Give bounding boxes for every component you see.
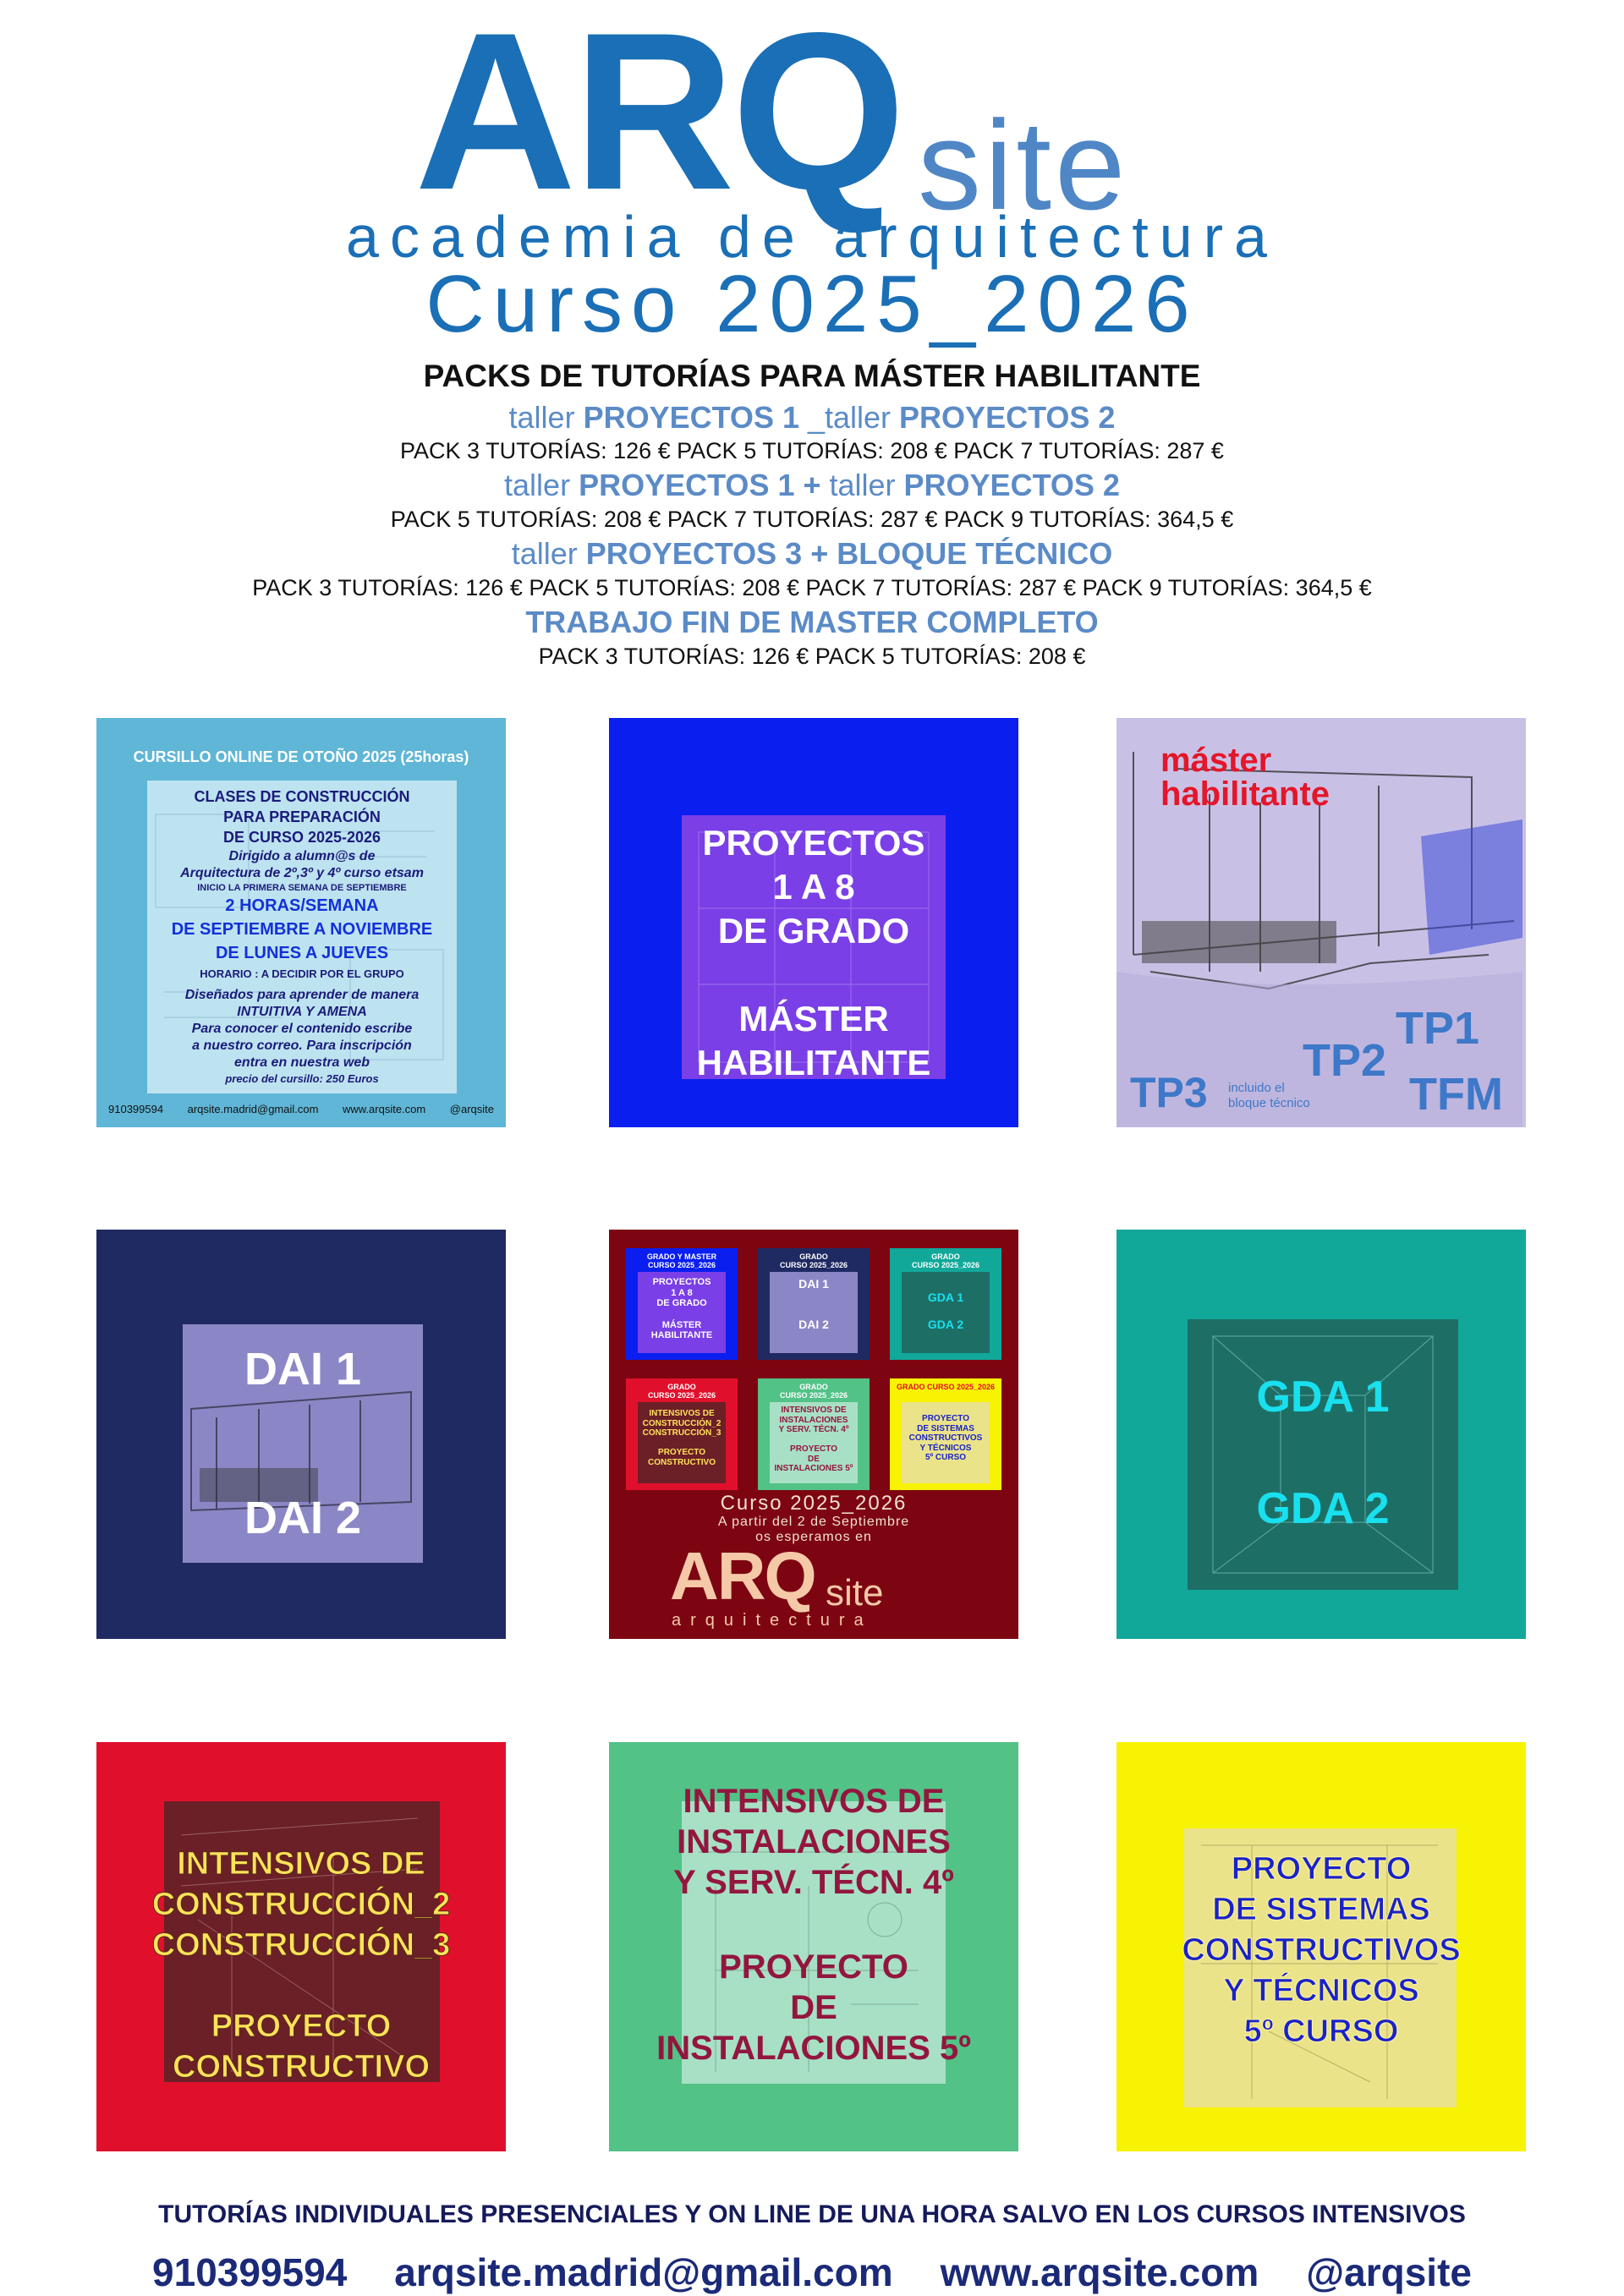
mini-sistemas <box>890 1378 1001 1490</box>
autumn-line-14: a nuestro correo. Para inscripción <box>192 1038 412 1053</box>
proyectos-line-3: DE GRADO <box>717 911 910 951</box>
autumn-line-13: Para conocer el contenido escribe <box>191 1022 413 1036</box>
construccion-line-6: CONSTRUCTIVO <box>173 2049 430 2085</box>
mini-gda <box>890 1248 1001 1360</box>
autumn-line-8: DE SEPTIEMBRE A NOVIEMBRE <box>171 920 433 939</box>
pack-prices-2: PACK 5 TUTORÍAS: 208 € PACK 7 TUTORÍAS: 287 € PACK 9 TUTORÍAS: 364,5 € <box>390 507 1234 532</box>
autumn-phone: 910399594 <box>108 1103 164 1115</box>
dai-line-2: DAI 2 <box>244 1493 362 1543</box>
master-tp1: TP1 <box>1396 1003 1480 1054</box>
footer-email[interactable]: arqsite.madrid@gmail.com <box>394 2250 893 2294</box>
course-title: Curso 2025_2026 <box>425 259 1199 349</box>
autumn-line-9: DE LUNES A JUEVES <box>215 944 389 962</box>
autumn-web: www.arqsite.com <box>342 1103 426 1115</box>
tile-construccion[interactable] <box>96 1742 506 2151</box>
mini-sistemas-body-box <box>902 1402 990 1483</box>
mini-gda-body: GDA 1 GDA 2 <box>927 1290 964 1332</box>
mini-construccion <box>626 1378 738 1490</box>
pack-title-1: taller PROYECTOS 1 _taller PROYECTOS 2 <box>508 400 1116 435</box>
proyectos-line-6: HABILITANTE <box>696 1043 931 1082</box>
dai-line-1: DAI 1 <box>244 1344 362 1395</box>
master-tp3-note-2: bloque técnico <box>1228 1096 1310 1110</box>
instalaciones-line-7: INSTALACIONES 5º <box>656 2030 971 2067</box>
autumn-line-5: Arquitectura de 2º,3º y 4º curso etsam <box>180 866 424 880</box>
footer-social[interactable]: @arqsite <box>1306 2250 1472 2294</box>
autumn-email: arqsite.madrid@gmail.com <box>187 1103 319 1115</box>
mini-dai <box>758 1248 870 1360</box>
tile-sistemas[interactable] <box>1116 1742 1526 2151</box>
mini-proyectos-body: PROYECTOS 1 A 8 DE GRADO MÁSTER HABILITANTE <box>650 1277 713 1341</box>
gda-line-1: GDA 1 <box>1256 1373 1390 1422</box>
sistemas-line-4: Y TÉCNICOS <box>1223 1973 1419 2008</box>
mini-gda-body-box <box>902 1272 990 1353</box>
overview-logo-tag: arquitectura <box>672 1611 873 1630</box>
sistemas-line-3: CONSTRUCTIVOS <box>1182 1932 1461 1968</box>
sistemas-line-1: PROYECTO <box>1231 1851 1412 1887</box>
overview-wait: os esperamos en <box>755 1530 872 1544</box>
autumn-line-10: HORARIO : A DECIDIR POR EL GRUPO <box>200 967 404 980</box>
mini-proyectos-body-box <box>638 1272 726 1353</box>
sistemas-line-5: 5º CURSO <box>1243 2014 1399 2049</box>
master-title-2: habilitante <box>1160 775 1330 813</box>
mini-instalaciones-body: INTENSIVOS DE INSTALACIONES Y SERV. TÉCN. 4º PROYECTO DE INSTALACIONES 5º <box>774 1406 853 1473</box>
autumn-line-2: PARA PREPARACIÓN <box>223 808 381 825</box>
footer-contacts <box>0 2250 1624 2294</box>
gda-line-2: GDA 2 <box>1256 1484 1390 1533</box>
mini-instalaciones-body-box <box>770 1402 858 1483</box>
mini-instalaciones <box>758 1378 870 1490</box>
autumn-line-4: Dirigido a alumn@s de <box>228 849 376 863</box>
mini-dai-body-box <box>770 1272 858 1353</box>
master-tp2: TP2 <box>1303 1035 1387 1086</box>
autumn-line-15: entra en nuestra web <box>233 1055 370 1070</box>
overview-logo-arq: ARQ <box>670 1538 815 1614</box>
instalaciones-line-2: INSTALACIONES <box>677 1823 951 1860</box>
proyectos-line-1: PROYECTOS <box>702 823 925 863</box>
master-tfm: TFM <box>1409 1069 1503 1120</box>
mini-dai-body: DAI 1 DAI 2 <box>798 1277 829 1332</box>
pack-prices-3: PACK 3 TUTORÍAS: 126 € PACK 5 TUTORÍAS: 208 € PACK 7 TUTORÍAS: 287 € PACK 9 TUTORÍAS: 364,5 € <box>252 575 1372 600</box>
pack-prices-4: PACK 3 TUTORÍAS: 126 € PACK 5 TUTORÍAS: 208 € <box>538 644 1086 669</box>
master-tp3-note-1: incluido el <box>1228 1081 1285 1095</box>
autumn-social: @arqsite <box>449 1103 494 1115</box>
instalaciones-line-5: PROYECTO <box>719 1948 908 1986</box>
overview-start: A partir del 2 de Septiembre <box>717 1515 910 1529</box>
tile-proyectos[interactable] <box>609 718 1018 1127</box>
overview-logo-site: site <box>826 1572 884 1614</box>
instalaciones-line-3: Y SERV. TÉCN. 4º <box>673 1864 954 1901</box>
autumn-line-12: INTUITIVA Y AMENA <box>237 1005 367 1019</box>
pack-title-2: taller PROYECTOS 1 + taller PROYECTOS 2 <box>504 468 1120 502</box>
instalaciones-line-6: DE <box>790 1989 837 2026</box>
proyectos-line-5: MÁSTER <box>738 999 889 1038</box>
gda-panel <box>1188 1319 1458 1590</box>
pack-title-3: taller PROYECTOS 3 + BLOQUE TÉCNICO <box>511 536 1113 571</box>
autumn-line-16: precio del cursillo: 250 Euros <box>225 1072 379 1085</box>
mini-construccion-head: GRADO CURSO 2025_2026 <box>647 1383 716 1400</box>
tile-instalaciones[interactable] <box>609 1742 1018 2151</box>
mini-sistemas-head: GRADO CURSO 2025_2026 <box>896 1383 996 1391</box>
overview-course: Curso 2025_2026 <box>720 1492 908 1515</box>
logo-site: site <box>918 94 1129 236</box>
mini-construccion-body-box <box>638 1402 726 1483</box>
footer-web[interactable]: www.arqsite.com <box>940 2250 1259 2294</box>
instalaciones-line-1: INTENSIVOS DE <box>683 1783 945 1820</box>
mini-proyectos <box>626 1248 738 1360</box>
mini-instalaciones-head: GRADO CURSO 2025_2026 <box>779 1383 848 1400</box>
master-title-1: máster <box>1160 742 1272 779</box>
interior-sketch-icon <box>1188 1319 1458 1590</box>
mini-proyectos-head: GRADO Y MASTER CURSO 2025_2026 <box>646 1252 717 1269</box>
construccion-line-3: CONSTRUCCIÓN_3 <box>151 1927 451 1963</box>
footer-note: TUTORÍAS INDIVIDUALES PRESENCIALES Y ON LINE DE UNA HORA SALVO EN LOS CURSOS INTENSIVOS <box>158 2200 1466 2228</box>
tile-master[interactable] <box>1116 718 1526 1127</box>
construccion-line-2: CONSTRUCCIÓN_2 <box>151 1887 451 1922</box>
mini-gda-head: GRADO CURSO 2025_2026 <box>911 1252 980 1269</box>
proyectos-panel <box>682 815 946 1082</box>
autumn-course-panel <box>147 781 457 1093</box>
autumn-course-footer <box>108 1103 494 1115</box>
construccion-line-1: INTENSIVOS DE <box>177 1846 425 1882</box>
pack-prices-1: PACK 3 TUTORÍAS: 126 € PACK 5 TUTORÍAS: 208 € PACK 7 TUTORÍAS: 287 € <box>400 438 1224 463</box>
sistemas-line-2: DE SISTEMAS <box>1212 1892 1430 1927</box>
autumn-line-11: Diseñados para aprender de manera <box>184 988 420 1002</box>
logo-arq: ARQ <box>414 0 903 237</box>
construccion-line-5: PROYECTO <box>211 2008 392 2044</box>
autumn-line-7: 2 HORAS/SEMANA <box>225 896 379 915</box>
tile-gda[interactable] <box>1116 1230 1526 1639</box>
autumn-course-header: CURSILLO ONLINE DE OTOÑO 2025 (25horas) <box>133 748 469 765</box>
dai-panel <box>183 1324 423 1563</box>
footer-phone[interactable]: 910399594 <box>152 2250 348 2294</box>
mini-dai-head: GRADO CURSO 2025_2026 <box>779 1252 848 1269</box>
tile-overview[interactable] <box>609 1230 1018 1639</box>
autumn-line-1: CLASES DE CONSTRUCCIÓN <box>194 788 410 805</box>
pack-title-4: TRABAJO FIN DE MASTER COMPLETO <box>525 605 1099 639</box>
master-tp3: TP3 <box>1130 1069 1208 1116</box>
autumn-line-6: INICIO LA PRIMERA SEMANA DE SEPTIEMBRE <box>197 883 407 893</box>
packs-title: PACKS DE TUTORÍAS PARA MÁSTER HABILITANTE <box>423 359 1201 393</box>
tile-autumn-course[interactable] <box>96 718 506 1127</box>
mini-sistemas-body: PROYECTO DE SISTEMAS CONSTRUCTIVOS Y TÉCNICOS 5º CURSO <box>908 1414 983 1462</box>
tile-dai[interactable] <box>96 1230 506 1639</box>
autumn-line-3: DE CURSO 2025-2026 <box>222 829 381 846</box>
mini-construccion-body: INTENSIVOS DE CONSTRUCCIÓN_2 CONSTRUCCIÓN_3 PROYECTO CONSTRUCTIVO <box>642 1409 721 1467</box>
academy-subtitle: academia de arquitectura <box>346 204 1278 270</box>
proyectos-line-2: 1 A 8 <box>772 867 855 907</box>
